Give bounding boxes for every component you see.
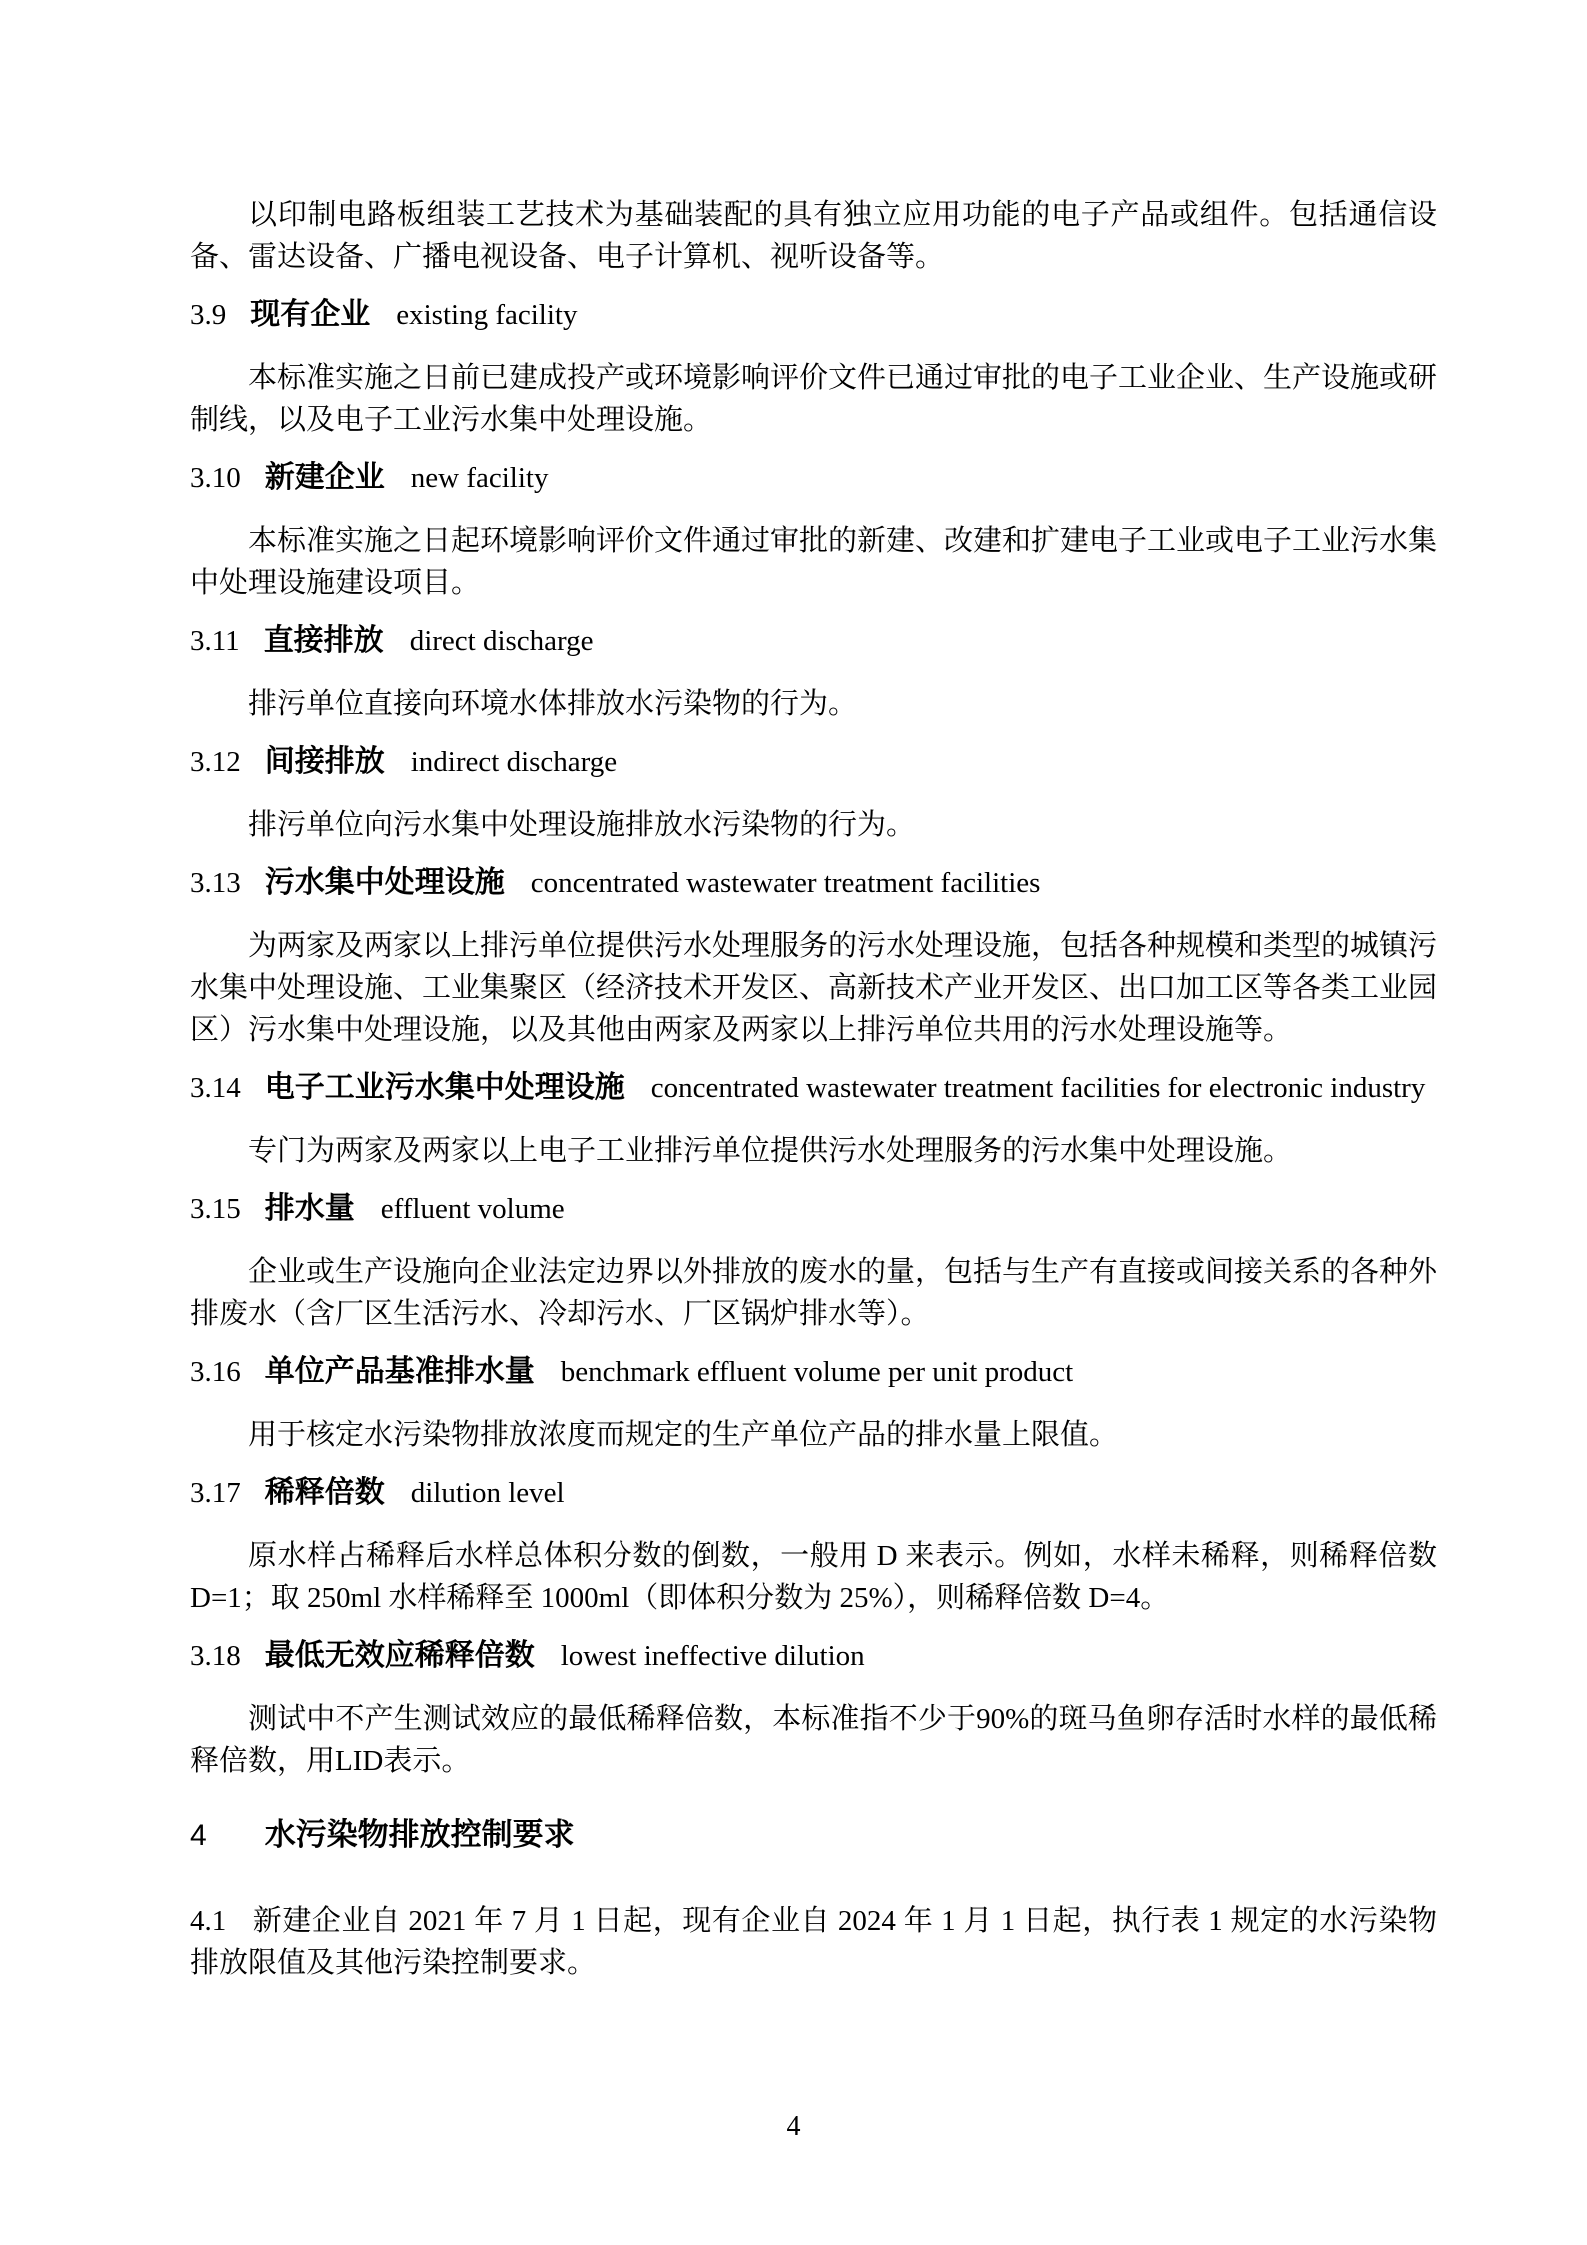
- section-number: 3.12: [190, 746, 241, 778]
- section-title-zh: 电子工业污水集中处理设施: [264, 1071, 625, 1104]
- section-title-en: concentrated wastewater treatment facilities for electronic industry: [650, 1072, 1426, 1104]
- section-number: 3.18: [190, 1640, 241, 1672]
- page-number: 4: [786, 2111, 801, 2142]
- section-title-en: effluent volume: [380, 1193, 565, 1225]
- clause-body: 新建企业自 2021 年 7 月 1 日起，现有企业自 2024 年 1 月 1 日起，执行表 1 规定的水污染物排放限值及其他污染控制要求。: [190, 1905, 1437, 1979]
- section-title-en: benchmark effluent volume per unit product: [560, 1356, 1074, 1388]
- section-paragraph-3-11: 排污单位直接向环境水体排放水污染物的行为。: [248, 688, 858, 720]
- section-paragraph-3-13: 为两家及两家以上排污单位提供污水处理服务的污水处理设施，包括各种规模和类型的城镇污水集中处理设施、工业集聚区（经济技术开发区、高新技术产业开发区、出口加工区等各类工业园区）污水集中处理设施，以及其他由两家及两家以上排污单位共用的污水处理设施等。: [190, 930, 1438, 1046]
- section-title-zh: 污水集中处理设施: [264, 866, 505, 899]
- clause-number: 4.1: [190, 1905, 227, 1937]
- section-title-zh: 排水量: [264, 1192, 355, 1225]
- section-title-zh: 稀释倍数: [264, 1476, 385, 1509]
- section-number: 3.15: [190, 1193, 241, 1225]
- chapter-heading-4: [190, 1812, 1437, 1864]
- section-number: 3.9: [190, 299, 227, 331]
- section-heading-3-11: [190, 620, 1437, 667]
- section-paragraph-3-14: 专门为两家及两家以上电子工业排污单位提供污水处理服务的污水集中处理设施。: [248, 1135, 1293, 1167]
- section-heading-3-14: [190, 1067, 1437, 1114]
- section-title-en: direct discharge: [409, 625, 594, 657]
- section-title-en: lowest ineffective dilution: [560, 1640, 865, 1672]
- section-heading-3-16: [190, 1351, 1437, 1398]
- section-heading-3-15: [190, 1188, 1437, 1235]
- section-title-en: indirect discharge: [410, 746, 618, 778]
- section-title-en: concentrated wastewater treatment facilities: [530, 867, 1041, 899]
- section-paragraph-3-17: 原水样占稀释后水样总体积分数的倒数，一般用 D 来表示。例如，水样未稀释，则稀释倍数 D=1；取 250ml 水样稀释至 1000ml（即体积分数为 25%），则稀释倍数 D=4。: [190, 1540, 1437, 1614]
- clause-paragraph-4-1: [190, 1900, 1437, 1984]
- chapter-title: 水污染物排放控制要求: [264, 1817, 575, 1852]
- section-number: 3.14: [190, 1072, 241, 1104]
- section-paragraph-3-12: 排污单位向污水集中处理设施排放水污染物的行为。: [248, 809, 916, 841]
- section-heading-3-13: [190, 862, 1437, 909]
- chapter-number: 4: [190, 1819, 207, 1852]
- section-heading-3-10: [190, 457, 1437, 504]
- section-title-zh: 单位产品基准排水量: [264, 1355, 535, 1388]
- section-heading-3-12: [190, 741, 1437, 788]
- section-title-en: new facility: [410, 462, 549, 494]
- section-title-zh: 间接排放: [264, 745, 385, 778]
- section-title-en: existing facility: [396, 299, 578, 331]
- section-number: 3.10: [190, 462, 241, 494]
- section-title-zh: 新建企业: [264, 461, 385, 494]
- intro-paragraph: 以印制电路板组装工艺技术为基础装配的具有独立应用功能的电子产品或组件。包括通信设备、雷达设备、广播电视设备、电子计算机、视听设备等。: [190, 199, 1437, 273]
- section-number: 3.11: [190, 625, 240, 657]
- section-title-zh: 直接排放: [263, 624, 384, 657]
- section-paragraph-3-10: 本标准实施之日起环境影响评价文件通过审批的新建、改建和扩建电子工业或电子工业污水集中处理设施建设项目。: [190, 525, 1438, 599]
- section-number: 3.16: [190, 1356, 241, 1388]
- section-number: 3.17: [190, 1477, 241, 1509]
- section-title-en: dilution level: [410, 1477, 565, 1509]
- section-number: 3.13: [190, 867, 241, 899]
- section-title-zh: 现有企业: [250, 298, 371, 331]
- section-paragraph-3-9: 本标准实施之日前已建成投产或环境影响评价文件已通过审批的电子工业企业、生产设施或研制线，以及电子工业污水集中处理设施。: [190, 362, 1438, 436]
- section-heading-3-18: [190, 1635, 1437, 1682]
- section-title-zh: 最低无效应稀释倍数: [264, 1639, 535, 1672]
- section-paragraph-3-15: 企业或生产设施向企业法定边界以外排放的废水的量，包括与生产有直接或间接关系的各种外排废水（含厂区生活污水、冷却污水、厂区锅炉排水等）。: [190, 1256, 1438, 1330]
- section-paragraph-3-18: 测试中不产生测试效应的最低稀释倍数，本标准指不少于90%的斑马鱼卵存活时水样的最低稀释倍数，用LID表示。: [190, 1703, 1437, 1777]
- section-paragraph-3-16: 用于核定水污染物排放浓度而规定的生产单位产品的排水量上限值。: [248, 1419, 1119, 1451]
- section-heading-3-9: [190, 294, 1437, 341]
- section-heading-3-17: [190, 1472, 1437, 1519]
